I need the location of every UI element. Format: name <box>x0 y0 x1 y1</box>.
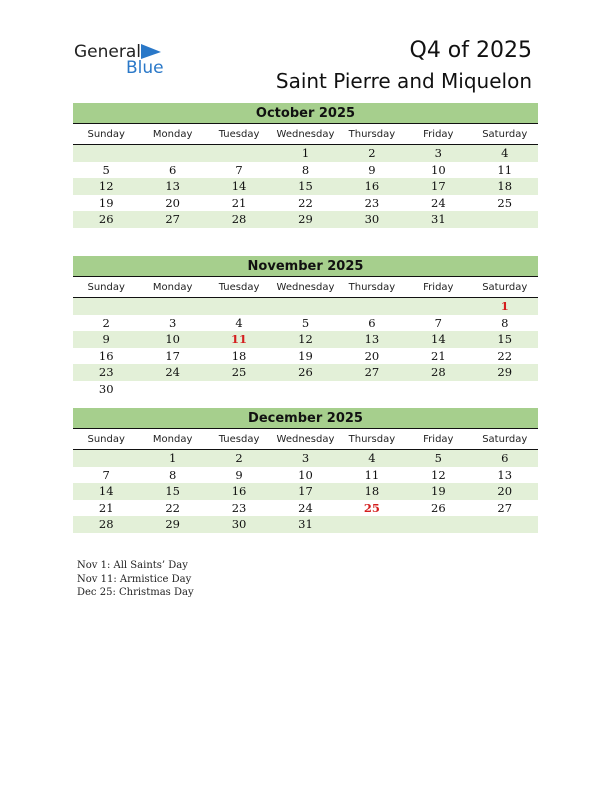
empty-day-cell <box>405 298 471 315</box>
day-cell: 29 <box>497 365 513 379</box>
day-cell: 4 <box>501 146 509 160</box>
page-subtitle: Saint Pierre and Miquelon <box>275 69 532 93</box>
day-cell: 31 <box>431 212 446 226</box>
day-cell: 17 <box>298 484 313 498</box>
weekday-label: Sunday <box>87 282 125 293</box>
weekday-label: Monday <box>152 282 193 293</box>
week-row <box>73 516 538 533</box>
weekday-label: Sunday <box>87 129 125 140</box>
day-cell: 5 <box>434 451 442 465</box>
weekday-label: Thursday <box>348 282 396 293</box>
weekday-label: Wednesday <box>276 129 335 140</box>
month-weeks <box>73 145 538 228</box>
weekday-label: Monday <box>152 129 193 140</box>
day-cell: 11 <box>231 332 248 346</box>
day-cell: 3 <box>168 315 177 330</box>
holiday-note: Nov 11: Armistice Day <box>77 573 192 585</box>
day-cell: 24 <box>431 195 446 210</box>
weekday-header-row <box>73 128 538 145</box>
day-cell: 23 <box>231 500 247 515</box>
day-cell: 5 <box>102 162 110 177</box>
day-cell: 4 <box>368 451 376 465</box>
day-cell: 11 <box>497 162 513 177</box>
day-cell: 10 <box>431 162 446 177</box>
day-cell: 8 <box>301 162 310 177</box>
month-title: November 2025 <box>73 256 538 277</box>
day-cell: 28 <box>231 212 247 226</box>
weekday-label: Friday <box>423 282 454 293</box>
month-december <box>73 408 538 533</box>
empty-day-cell <box>472 381 538 398</box>
weekday-label: Thursday <box>348 434 396 445</box>
week-row <box>73 298 538 315</box>
week-row <box>73 315 538 332</box>
day-cell: 28 <box>431 365 446 379</box>
week-row <box>73 211 538 228</box>
day-cell: 16 <box>98 348 114 363</box>
day-cell: 18 <box>497 179 513 193</box>
day-cell: 8 <box>168 467 177 482</box>
day-cell: 2 <box>235 451 243 465</box>
day-cell: 22 <box>497 348 513 363</box>
weekday-label: Thursday <box>348 129 396 140</box>
weekday-header-row <box>73 281 538 298</box>
day-cell: 29 <box>298 212 313 226</box>
day-cell: 21 <box>431 348 446 363</box>
day-cell: 7 <box>434 315 442 330</box>
day-cell: 16 <box>231 484 247 498</box>
day-cell: 20 <box>364 348 380 363</box>
empty-day-cell <box>405 516 471 533</box>
month-title: October 2025 <box>73 103 538 124</box>
empty-day-cell <box>272 298 338 315</box>
week-row <box>73 331 538 348</box>
logo-general-text: General <box>74 42 141 62</box>
empty-day-cell <box>472 516 538 533</box>
day-cell: 8 <box>501 315 509 330</box>
day-cell: 20 <box>165 195 180 210</box>
page-title: Q4 of 2025 <box>409 38 532 63</box>
week-row <box>73 364 538 381</box>
weekday-label: Wednesday <box>276 282 335 293</box>
day-cell: 23 <box>364 195 380 210</box>
day-cell: 27 <box>364 365 380 379</box>
week-row <box>73 467 538 484</box>
day-cell: 22 <box>165 500 180 515</box>
holiday-note: Dec 25: Christmas Day <box>77 587 194 599</box>
empty-day-cell <box>206 381 272 398</box>
day-cell: 18 <box>364 484 380 498</box>
day-cell: 6 <box>168 162 177 177</box>
day-cell: 9 <box>102 332 110 346</box>
day-cell: 17 <box>431 179 446 193</box>
day-cell: 1 <box>168 451 177 465</box>
weekday-label: Tuesday <box>218 282 260 293</box>
weekday-label: Saturday <box>482 129 528 140</box>
day-cell: 19 <box>431 484 446 498</box>
day-cell: 10 <box>298 467 313 482</box>
logo-blue-text: Blue <box>126 58 164 78</box>
day-cell: 25 <box>497 195 513 210</box>
empty-day-cell <box>339 516 405 533</box>
day-cell: 28 <box>98 517 114 531</box>
empty-day-cell <box>73 298 139 315</box>
day-cell: 15 <box>497 332 513 346</box>
day-cell: 19 <box>298 348 313 363</box>
empty-day-cell <box>272 381 338 398</box>
day-cell: 15 <box>165 484 180 498</box>
holiday-note: Nov 1: All Saints’ Day <box>77 560 188 571</box>
empty-day-cell <box>139 381 205 398</box>
day-cell: 30 <box>231 517 247 531</box>
day-cell: 2 <box>102 315 110 330</box>
empty-day-cell <box>339 381 405 398</box>
week-row <box>73 500 538 517</box>
day-cell: 21 <box>231 195 247 210</box>
month-weeks <box>73 450 538 533</box>
day-cell: 10 <box>165 332 180 346</box>
day-cell: 20 <box>497 484 513 498</box>
day-cell: 9 <box>368 162 376 177</box>
holiday-notes <box>77 559 194 600</box>
empty-day-cell <box>139 145 205 162</box>
empty-day-cell <box>206 145 272 162</box>
day-cell: 27 <box>497 500 513 515</box>
week-row <box>73 450 538 467</box>
generalblue-logo <box>74 42 174 78</box>
day-cell: 30 <box>98 381 114 396</box>
month-title: December 2025 <box>73 408 538 429</box>
day-cell: 13 <box>497 467 513 482</box>
empty-day-cell <box>339 298 405 315</box>
day-cell: 3 <box>301 451 310 465</box>
day-cell: 18 <box>231 348 247 363</box>
month-weeks <box>73 298 538 397</box>
day-cell: 6 <box>501 451 509 465</box>
day-cell: 3 <box>434 146 442 160</box>
empty-day-cell <box>405 381 471 398</box>
weekday-label: Tuesday <box>218 129 260 140</box>
day-cell: 13 <box>364 332 380 346</box>
day-cell: 26 <box>431 500 446 515</box>
day-cell: 16 <box>364 179 380 193</box>
day-cell: 27 <box>165 212 180 226</box>
week-row <box>73 145 538 162</box>
day-cell: 4 <box>235 315 243 330</box>
weekday-label: Sunday <box>87 434 125 445</box>
day-cell: 7 <box>235 162 243 177</box>
day-cell: 26 <box>98 212 114 226</box>
day-cell: 2 <box>368 146 376 160</box>
day-cell: 24 <box>298 500 313 515</box>
day-cell: 1 <box>301 146 310 160</box>
empty-day-cell <box>139 298 205 315</box>
week-row <box>73 162 538 179</box>
weekday-label: Friday <box>423 129 454 140</box>
day-cell: 26 <box>298 365 313 379</box>
day-cell: 1 <box>500 299 509 313</box>
day-cell: 23 <box>98 365 114 379</box>
day-cell: 25 <box>363 500 380 515</box>
empty-day-cell <box>73 145 139 162</box>
weekday-label: Wednesday <box>276 434 335 445</box>
day-cell: 7 <box>102 467 110 482</box>
day-cell: 14 <box>231 179 247 193</box>
empty-day-cell <box>73 450 139 467</box>
day-cell: 21 <box>98 500 114 515</box>
week-row <box>73 483 538 500</box>
day-cell: 13 <box>165 179 180 193</box>
day-cell: 12 <box>298 332 313 346</box>
week-row <box>73 381 538 398</box>
logo-flag-icon <box>141 44 161 59</box>
day-cell: 24 <box>165 365 180 379</box>
weekday-label: Monday <box>152 434 193 445</box>
weekday-label: Saturday <box>482 282 528 293</box>
day-cell: 22 <box>298 195 313 210</box>
weekday-label: Tuesday <box>218 434 260 445</box>
weekday-label: Saturday <box>482 434 528 445</box>
day-cell: 6 <box>368 315 376 330</box>
day-cell: 14 <box>98 484 114 498</box>
weekday-header-row <box>73 433 538 450</box>
day-cell: 11 <box>364 467 380 482</box>
day-cell: 30 <box>364 212 380 226</box>
day-cell: 15 <box>298 179 313 193</box>
weekday-label: Friday <box>423 434 454 445</box>
day-cell: 12 <box>98 179 114 193</box>
week-row <box>73 178 538 195</box>
month-october <box>73 103 538 228</box>
day-cell: 12 <box>431 467 446 482</box>
day-cell: 19 <box>98 195 114 210</box>
day-cell: 31 <box>298 517 313 531</box>
day-cell: 14 <box>431 332 446 346</box>
day-cell: 9 <box>235 467 243 482</box>
week-row <box>73 195 538 212</box>
day-cell: 5 <box>301 315 310 330</box>
empty-day-cell <box>472 211 538 228</box>
empty-day-cell <box>206 298 272 315</box>
week-row <box>73 348 538 365</box>
month-november <box>73 256 538 397</box>
day-cell: 25 <box>231 365 247 379</box>
day-cell: 17 <box>165 348 180 363</box>
day-cell: 29 <box>165 517 180 531</box>
